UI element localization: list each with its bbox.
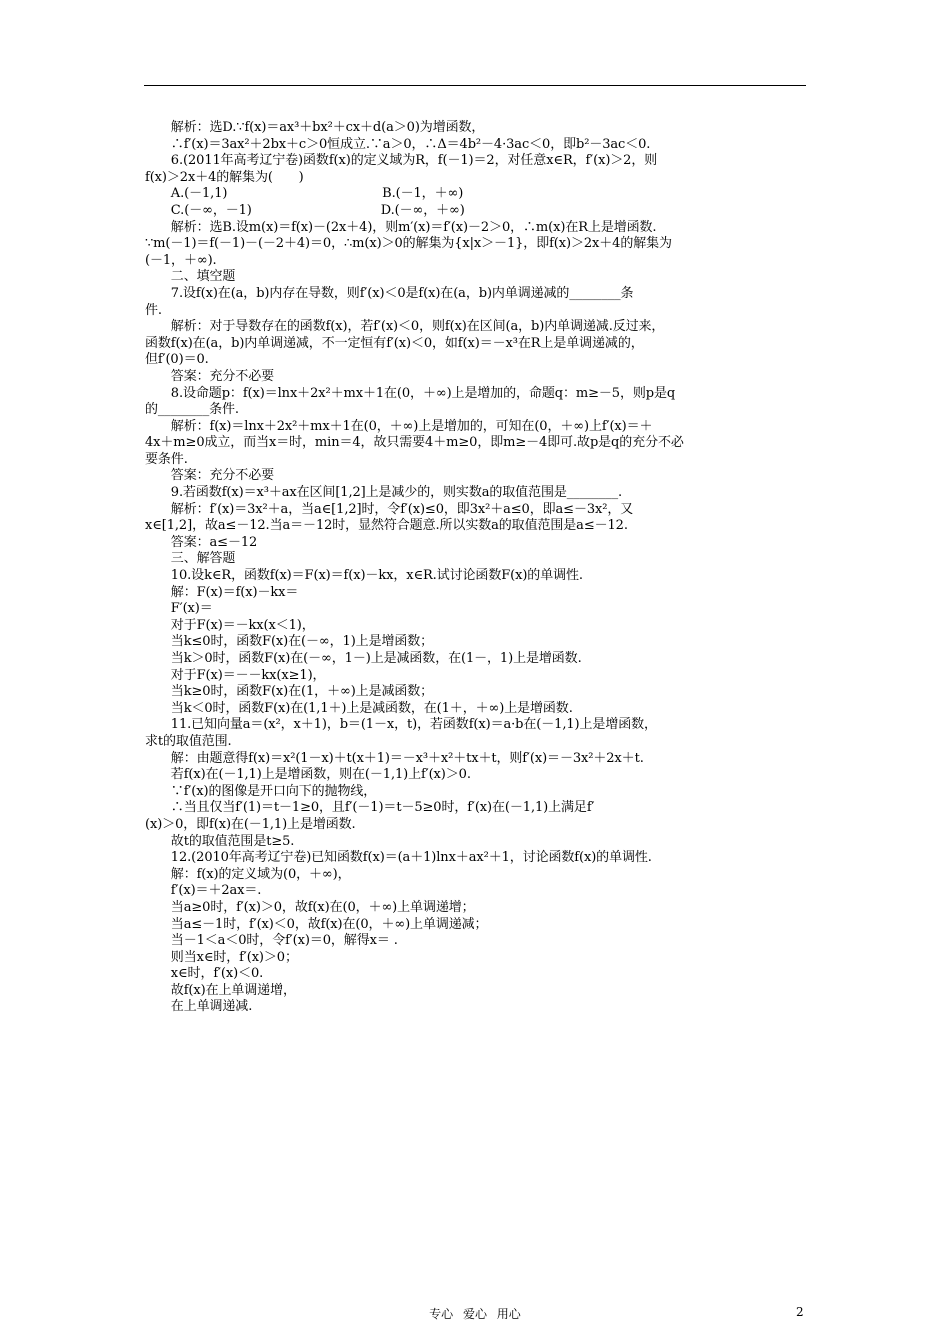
text-line: 12.(2010年高考辽宁卷)已知函数f(x)＝(a＋1)lnx＋ax²＋1，讨论函数f(x)的单调性. <box>145 850 652 866</box>
text-line: (x)＞0，即f(x)在(－1,1)上是增函数. <box>145 816 356 832</box>
text-line: ∵m(－1)＝f(－1)－(－2＋4)＝0，∴m(x)＞0的解集为{x|x＞－1}，即f(x)＞2x＋4的解集为 <box>145 236 672 252</box>
text-line: 解析：选B.设m(x)＝f(x)－(2x＋4)，则m′(x)＝f′(x)－2＞0，∴m(x)在R上是增函数. <box>145 219 657 235</box>
text-line: 当k≤0时，函数F(x)在(－∞，1)上是增函数； <box>145 634 434 650</box>
header-rule <box>144 85 806 86</box>
text-line: 解析：选D.∵f(x)＝ax³＋bx²＋cx＋d(a＞0)为增函数， <box>145 120 485 135</box>
text-line: 解：由题意得f(x)＝x²(1－x)＋t(x＋1)＝－x³＋x²＋tx＋t，则f′(x)＝－3x²＋2x＋t. <box>145 750 644 766</box>
text-line: 若f(x)在(－1,1)上是增函数，则在(－1,1)上f′(x)＞0. <box>145 767 471 783</box>
text-line: 但f′(0)＝0. <box>145 352 209 368</box>
section-heading: 二、填空题 <box>145 269 236 285</box>
text-line: 解：f(x)的定义域为(0，＋∞)， <box>145 866 351 882</box>
text-line: 9.若函数f(x)＝x³＋ax在区间[1,2]上是减少的，则实数a的取值范围是________. <box>145 485 623 501</box>
text-line: 6.(2011年高考辽宁卷)函数f(x)的定义域为R，f(－1)＝2，对任意x∈R，f′(x)＞2，则 <box>145 153 658 169</box>
text-line: 解析：对于导数存在的函数f(x)，若f′(x)＜0，则f(x)在区间(a，b)内单调递减.反过来， <box>145 319 665 335</box>
text-line: 则当x∈时，f′(x)＞0； <box>145 949 298 965</box>
text-line: f(x)＞2x＋4的解集为( ) <box>145 169 304 185</box>
text-line: 当a≤－1时，f′(x)＜0，故f(x)在(0，＋∞)上单调递减； <box>145 916 488 932</box>
page-number: 2 <box>796 1305 804 1319</box>
text-line: 7.设f(x)在(a，b)内存在导数，则f′(x)＜0是f(x)在(a，b)内单调递减的________条 <box>145 285 634 301</box>
text-line: 当a≥0时，f′(x)＞0，故f(x)在(0，＋∞)上单调递增； <box>145 899 475 915</box>
text-line: 8.设命题p：f(x)＝lnx＋2x²＋mx＋1在(0，＋∞)上是增加的，命题q：m≥－5，则p是q <box>145 385 676 401</box>
text-line: x∈[1,2]，故a≤－12.当a＝－12时，显然符合题意.所以实数a的取值范围是a≤－12. <box>145 518 628 534</box>
text-line: 4x＋m≥0成立，而当x＝时，min＝4，故只需要4＋m≥0，即m≥－4即可.故p是q的充分不必 <box>145 435 684 451</box>
text-line: 解：F(x)＝f(x)－kx＝ <box>145 584 299 600</box>
text-line: (－1，＋∞). <box>145 252 217 268</box>
text-line: 对于F(x)＝－－kx(x≥1)， <box>145 667 326 683</box>
page-footer <box>0 1305 950 1325</box>
text-line: 故t的取值范围是t≥5. <box>145 833 295 849</box>
text-line: 解析：f(x)＝lnx＋2x²＋mx＋1在(0，＋∞)上是增加的，可知在(0，＋∞)上f′(x)＝＋ <box>145 418 653 434</box>
text-line: 要条件. <box>145 451 188 467</box>
text-line: F′(x)＝ <box>145 601 213 617</box>
text-line: ∴当且仅当f′(1)＝t－1≥0，且f′(－1)＝t－5≥0时，f′(x)在(－1,1)上满足f′ <box>145 800 595 816</box>
text-line: x∈时，f′(x)＜0. <box>145 966 264 982</box>
footer-motto: 专心 爱心 用心 <box>429 1307 521 1321</box>
page-body <box>145 120 810 1016</box>
text-line: f′(x)＝＋2ax＝. <box>145 883 262 899</box>
text-line: 当－1＜a＜0时，令f′(x)＝0，解得x＝ . <box>145 933 398 949</box>
text-line: 求t的取值范围. <box>145 733 232 749</box>
text-line: 当k≥0时，函数F(x)在(1，＋∞)上是减函数； <box>145 684 434 700</box>
text-line: 对于F(x)＝－kx(x＜1)， <box>145 617 315 633</box>
text-line: 11.已知向量a＝(x²，x＋1)，b＝(1－x，t)，若函数f(x)＝a·b在(－1,1)上是增函数， <box>145 717 657 733</box>
text-line: 解析：f′(x)＝3x²＋a，当a∈[1,2]时，令f′(x)≤0，即3x²＋a≤0，即a≤－3x²，又 <box>145 501 634 517</box>
text-line: 件. <box>145 302 162 318</box>
text-line: 10.设k∈R，函数f(x)＝F(x)＝f(x)－kx，x∈R.试讨论函数F(x)的单调性. <box>145 568 583 584</box>
answer-line: 答案：a≤－12 <box>145 534 258 550</box>
text-line: 当k＞0时，函数F(x)在(－∞，1－)上是减函数，在(1－，1)上是增函数. <box>145 651 582 666</box>
answer-line: 答案：充分不必要 <box>145 368 275 384</box>
text-line: 在上单调递减. <box>145 999 253 1015</box>
text-line: C.(－∞，－1) D.(－∞，＋∞) <box>145 202 465 218</box>
answer-line: 答案：充分不必要 <box>145 468 275 484</box>
text-line: ∴f′(x)＝3ax²＋2bx＋c＞0恒成立.∵a＞0，∴Δ＝4b²－4·3ac＜0，即b²－3ac＜0. <box>145 136 651 152</box>
text-line: 的________条件. <box>145 402 239 418</box>
text-line: ∵f′(x)的图像是开口向下的抛物线， <box>145 783 377 799</box>
text-line: 当k＜0时，函数F(x)在(1,1＋)上是减函数，在(1＋，＋∞)上是增函数. <box>145 700 573 716</box>
text-line: 故f(x)在上单调递增， <box>145 982 296 998</box>
text-line: A.(－1,1) B.(－1，＋∞) <box>145 186 464 202</box>
text-line: 函数f(x)在(a，b)内单调递减，不一定恒有f′(x)＜0，如f(x)＝－x³在R上是单调递减的， <box>145 335 644 351</box>
section-heading: 三、解答题 <box>145 551 236 567</box>
